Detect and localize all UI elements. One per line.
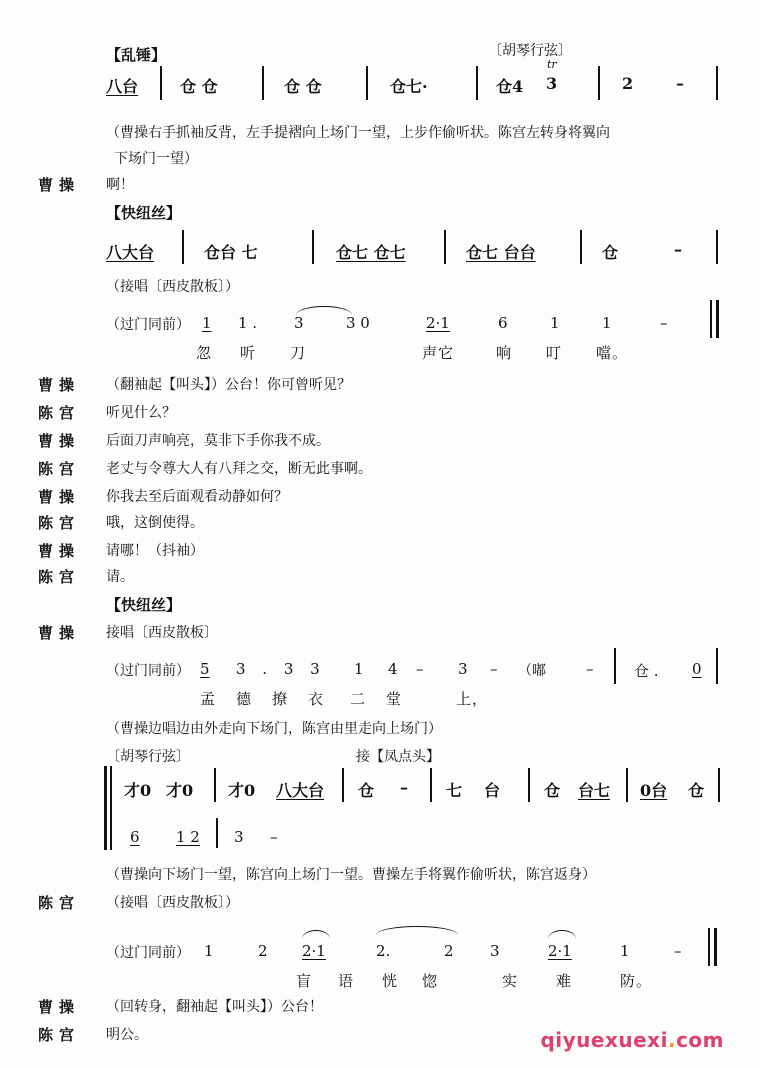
barline — [710, 300, 712, 338]
lyric: 恍 — [382, 972, 399, 990]
note: 1 — [202, 314, 212, 332]
barline — [614, 648, 616, 684]
measure-8: – — [676, 74, 684, 93]
system-bracket — [110, 766, 112, 850]
lyric: 二 — [350, 690, 367, 708]
note: – — [586, 660, 594, 678]
measure-item: 八大台 — [276, 781, 325, 800]
measure-4: 仓七 台台 — [466, 243, 536, 262]
note: 1 — [620, 942, 630, 960]
note: 6 — [498, 314, 508, 332]
lyric: 噹。 — [596, 344, 629, 362]
measure-4: 仓七· — [390, 77, 428, 96]
measure-5: 仓4 — [496, 77, 524, 96]
note: 2·1 — [426, 314, 450, 332]
measure-item: 仓 — [688, 781, 705, 800]
barline — [444, 230, 446, 264]
lyric: 上， — [456, 690, 489, 708]
lyric: 刀 — [290, 344, 307, 362]
measure-1: 八大台 — [106, 243, 155, 262]
dialog-line: 请。 — [106, 569, 134, 585]
speaker: 曹操 — [38, 624, 81, 642]
stage-direction: （曹操向下场门一望，陈宫向上场门一望。曹操左手将翼作偷听状，陈宫返身） — [106, 867, 596, 883]
speaker: 陈宫 — [38, 514, 81, 532]
system-bracket — [104, 766, 107, 850]
speaker: 曹操 — [38, 488, 81, 506]
final-barline — [714, 928, 717, 966]
header-huqin: 〔胡琴行弦〕 — [488, 43, 572, 59]
slur — [302, 930, 330, 939]
note: 1 — [602, 314, 612, 332]
dialog-line: （翻袖起【叫头】）公台！你可曾听见？ — [106, 377, 351, 393]
note: 3 — [490, 942, 500, 960]
slur — [376, 926, 458, 935]
speaker: 曹操 — [38, 542, 81, 560]
speaker: 曹操 — [38, 998, 81, 1016]
speaker: 曹操 — [38, 176, 81, 194]
speaker: 陈宫 — [38, 894, 81, 912]
barline — [182, 230, 184, 264]
barline — [598, 66, 600, 100]
lyric: 孟 — [200, 690, 217, 708]
watermark: qiyuexuexi.com — [540, 1028, 724, 1052]
lyric: 实 — [502, 972, 519, 990]
note: – — [490, 660, 498, 678]
jiechang-label: （接唱〔西皮散板〕） — [106, 279, 239, 295]
barline — [716, 648, 718, 684]
measure-6: – — [674, 240, 682, 259]
trill-mark: tr — [547, 58, 557, 71]
speaker: 陈宫 — [38, 460, 81, 478]
barline — [342, 768, 344, 802]
slur — [296, 306, 352, 315]
note: 2. — [376, 942, 391, 960]
lyric: 衣 — [308, 690, 325, 708]
note: 4 — [388, 660, 398, 678]
barline — [476, 66, 478, 100]
measure-1: 八台 — [106, 77, 139, 96]
measure-item: 才0 — [124, 781, 152, 800]
note: 2 — [258, 942, 268, 960]
measure-3: 仓 仓 — [284, 77, 322, 96]
barline — [366, 66, 368, 100]
stage-direction: （曹操右手抓袖反背，左手提褶向上场门一望，上步作偷听状。陈宫左转身将翼向 — [106, 125, 610, 141]
jiechang-label: （接唱〔西皮散板〕） — [106, 895, 239, 911]
note: 1 — [354, 660, 364, 678]
header-kuainiusi: 【快纽丝】 — [106, 204, 182, 222]
note: 1 . — [238, 314, 258, 332]
jiechang-label: 接唱〔西皮散板〕 — [106, 625, 218, 641]
note: 1 — [550, 314, 560, 332]
measure-item: 仓 — [544, 781, 561, 800]
barline — [312, 230, 314, 264]
header-kuainiusi: 【快纽丝】 — [106, 596, 182, 614]
note: 5 — [200, 660, 210, 678]
lyric: 响 — [496, 344, 513, 362]
lyric: 忽 — [196, 344, 213, 362]
measure-item: 才0 — [228, 781, 256, 800]
lyric: 听 — [240, 344, 257, 362]
measure-item: 七 — [446, 781, 463, 800]
barline — [160, 66, 162, 100]
lyric: 语 — [338, 972, 355, 990]
prefix-label: （过门同前） — [106, 663, 190, 679]
note: 3 — [234, 828, 244, 846]
measure-item: 0台 — [640, 781, 668, 800]
measure-3: 仓七 仓七 — [336, 243, 406, 262]
lyric: 声它 — [422, 344, 455, 362]
barline — [580, 230, 582, 264]
stage-direction-cont: 下场门一望） — [114, 151, 198, 167]
note: 6 — [130, 828, 140, 846]
fengdiantou-label: 接【凤点头】 — [356, 749, 440, 765]
barline — [430, 768, 432, 802]
note: 3 — [458, 660, 468, 678]
measure-2: 仓 仓 — [180, 77, 218, 96]
measure-7: 2 — [622, 74, 634, 93]
note: – — [416, 660, 424, 678]
lyric: 叮 — [546, 344, 563, 362]
barline — [716, 66, 718, 100]
speaker: 陈宫 — [38, 1026, 81, 1044]
note: – — [674, 942, 682, 960]
speaker: 陈宫 — [38, 568, 81, 586]
note: – — [660, 314, 668, 332]
lyric: 防。 — [620, 972, 653, 990]
measure-item: – — [400, 778, 408, 797]
header-luanchui: 【乱锤】 — [106, 46, 167, 64]
barline — [718, 768, 720, 802]
barline — [528, 768, 530, 802]
speaker: 曹操 — [38, 376, 81, 394]
note: 3 . 3 3 — [236, 660, 326, 678]
barline — [216, 818, 218, 848]
barline — [716, 230, 718, 264]
lyric: 德 — [236, 690, 253, 708]
note: 仓 . — [634, 662, 659, 680]
slur — [548, 930, 576, 939]
prefix-label: （过门同前） — [106, 945, 190, 961]
measure-item: 才0 — [166, 781, 194, 800]
barline — [708, 928, 710, 966]
note: 0 — [692, 660, 702, 678]
barline — [626, 768, 628, 802]
measure-item: 台 — [484, 781, 501, 800]
dialog-line: 明公。 — [106, 1027, 148, 1043]
barline — [214, 768, 216, 802]
note: 2 — [444, 942, 454, 960]
lyric: 撩 — [272, 690, 289, 708]
note: 1 — [204, 942, 214, 960]
dialog-line: （回转身，翻袖起【叫头】）公台！ — [106, 999, 323, 1015]
measure-5: 仓 — [602, 243, 619, 262]
measure-item: 仓 — [358, 781, 375, 800]
measure-6: 3 — [546, 74, 558, 93]
note: – — [270, 828, 278, 846]
note: 3 — [294, 314, 304, 332]
note: （嘟 — [518, 663, 546, 679]
lyric: 惚 — [422, 972, 439, 990]
dialog-line: 老丈与令尊大人有八拜之交，断无此事啊。 — [106, 461, 372, 477]
prefix-label: （过门同前） — [106, 317, 190, 333]
lyric: 堂 — [386, 690, 403, 708]
dialog-line: 请哪！（抖袖） — [106, 543, 204, 559]
dialog-line: 后面刀声响亮，莫非下手你我不成。 — [106, 433, 330, 449]
huqin-label: 〔胡琴行弦〕 — [106, 749, 190, 765]
dialog-line: 哦，这倒使得。 — [106, 515, 204, 531]
measure-item: 台七 — [578, 781, 611, 800]
speaker: 曹操 — [38, 432, 81, 450]
lyric: 难 — [556, 972, 573, 990]
note: 2·1 — [302, 942, 326, 960]
dialog-line: 啊！ — [106, 177, 134, 193]
lyric: 盲 — [296, 972, 313, 990]
note: 3 0 — [346, 314, 370, 332]
speaker: 陈宫 — [38, 404, 81, 422]
final-barline — [716, 300, 719, 338]
barline — [262, 66, 264, 100]
stage-direction: （曹操边唱边由外走向下场门，陈宫由里走向上场门） — [106, 721, 442, 737]
note: 1 2 — [176, 828, 200, 846]
note: 2·1 — [548, 942, 572, 960]
dialog-line: 听见什么？ — [106, 405, 176, 421]
measure-2: 仓台 七 — [204, 243, 258, 262]
dialog-line: 你我去至后面观看动静如何？ — [106, 489, 288, 505]
